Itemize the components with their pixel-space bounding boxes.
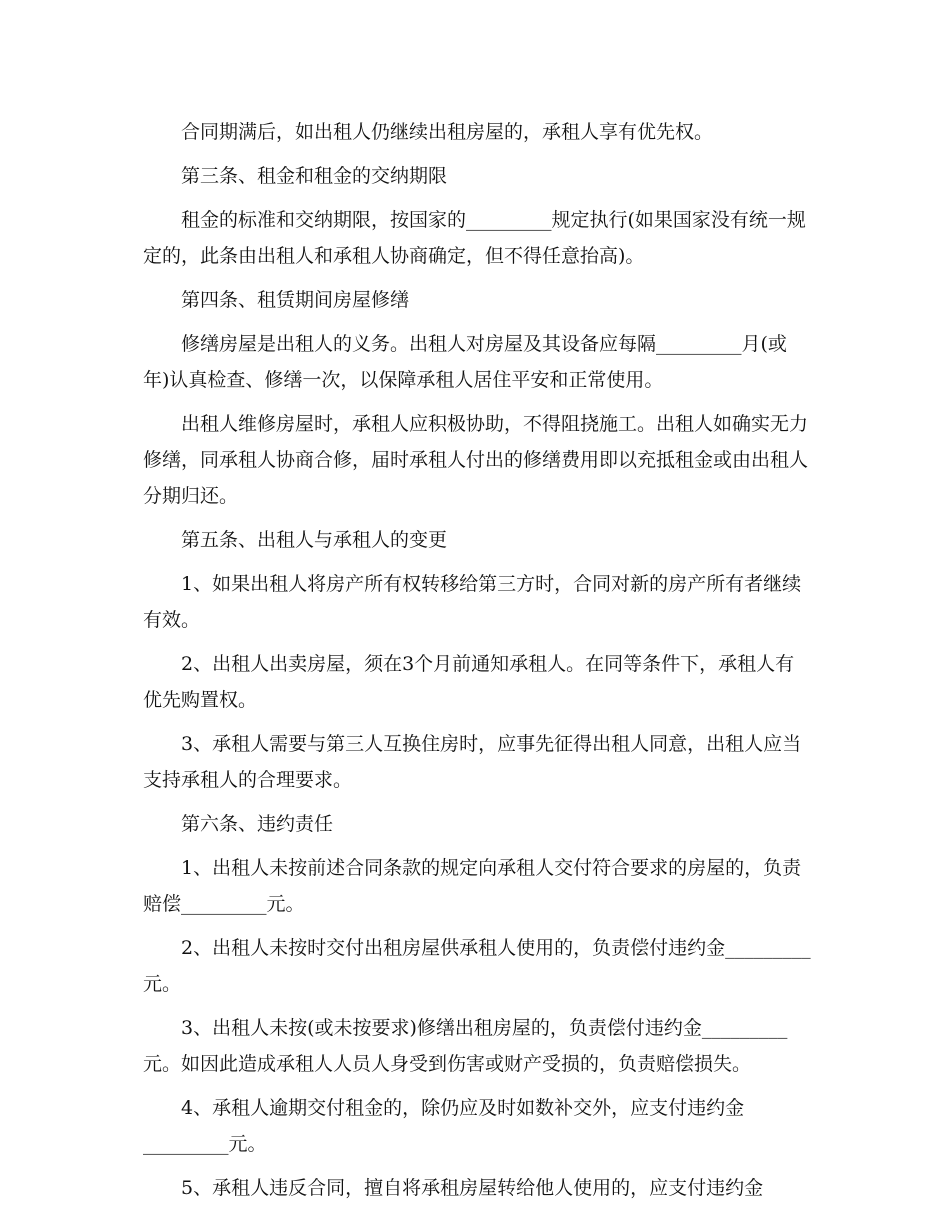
list-item-5-3: 3、承租人需要与第三人互换住房时，应事先征得出租人同意，出租人应当支持承租人的合理要求。 <box>143 733 802 791</box>
paragraph-renewal-priority: 合同期满后，如出租人仍继续出租房屋的，承租人享有优先权。 <box>181 121 714 143</box>
section-heading-article-6: 第六条、违约责任 <box>181 813 334 835</box>
document-body <box>143 114 813 1214</box>
paragraph-repair-duty: 修缮房屋是出租人的义务。出租人对房屋及其设备应每隔_________月(或年)认真检查、修缮一次，以保障承租人居住平安和正常使用。 <box>143 333 787 391</box>
list-item-6-5: 5、承租人违反合同，擅自将承租房屋转给他人使用的，应支付违约金 <box>181 1177 764 1199</box>
list-item-6-2: 2、出租人未按时交付出租房屋供承租人使用的，负责偿付违约金_________ 元。 <box>143 937 811 995</box>
paragraph-repair-cooperation: 出租人维修房屋时，承租人应积极协助，不得阻挠施工。出租人如确实无力修缮，同承租人协商合修，届时承租人付出的修缮费用即以充抵租金或由出租人分期归还。 <box>143 413 809 507</box>
list-item-6-3: 3、出租人未按(或未按要求)修缮出租房屋的，负责偿付违约金_________ 元。如因此造成承租人人员人身受到伤害或财产受损的，负责赔偿损失。 <box>143 1017 788 1075</box>
list-item-5-1: 1、如果出租人将房产所有权转移给第三方时，合同对新的房产所有者继续有效。 <box>143 573 802 631</box>
list-item-6-1: 1、出租人未按前述合同条款的规定向承租人交付符合要求的房屋的，负责赔偿_________元。 <box>143 857 802 915</box>
section-heading-article-5: 第五条、出租人与承租人的变更 <box>181 529 448 551</box>
paragraph-rent-standard: 租金的标准和交纳期限，按国家的_________规定执行(如果国家没有统一规定的，此条由出租人和承租人协商确定，但不得任意抬高)。 <box>143 209 806 267</box>
section-heading-article-4: 第四条、租赁期间房屋修缮 <box>181 289 410 311</box>
section-heading-article-3: 第三条、租金和租金的交纳期限 <box>181 165 448 187</box>
list-item-5-2: 2、出租人出卖房屋，须在3个月前通知承租人。在同等条件下，承租人有优先购置权。 <box>143 653 795 711</box>
list-item-6-4: 4、承租人逾期交付租金的，除仍应及时如数补交外，应支付违约金 _________元。 <box>143 1097 745 1155</box>
